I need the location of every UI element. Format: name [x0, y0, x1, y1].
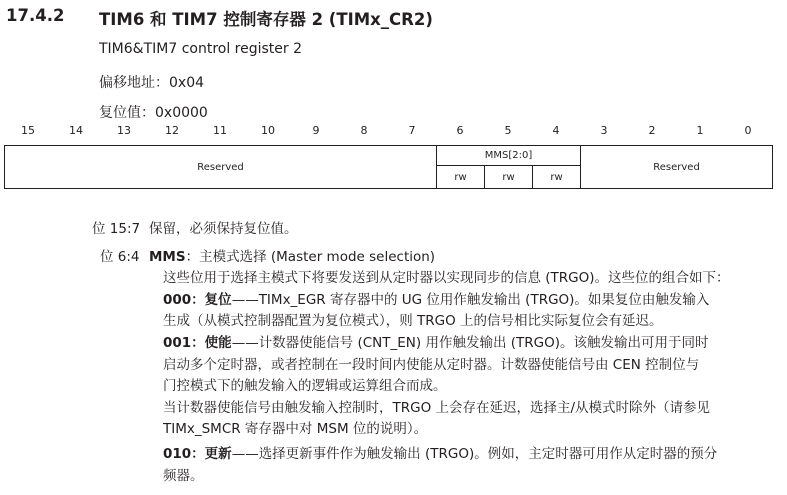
- mms-option-000-line2: 生成（从模式控制器配置为复位模式），则 TRGO 上的信号相比实际复位会有延迟。: [163, 313, 663, 329]
- mms-option-000-line1: [163, 290, 773, 312]
- bit-number: 1: [696, 124, 704, 137]
- mms-option-001-line3: 门控模式下的触发输入的逻辑或运算组合而成。: [163, 378, 447, 394]
- reserved-field-high: Reserved: [5, 146, 437, 189]
- bit-number: 0: [744, 124, 752, 137]
- bit-number: 3: [600, 124, 608, 137]
- bit-number-row: [4, 124, 772, 140]
- access-rw: rw: [533, 166, 581, 189]
- mms-option-000-code: 000：复位: [163, 291, 232, 308]
- register-name: TIM6&TIM7 control register 2: [99, 41, 303, 57]
- mms-option-010-code: 010：更新: [163, 446, 232, 462]
- bit-number: 8: [360, 124, 368, 137]
- register-offset: 偏移地址：0x04: [99, 75, 205, 91]
- bit-number: 6: [456, 124, 464, 137]
- mms-option-001: [163, 333, 773, 441]
- register-bitfield-table: [4, 145, 773, 189]
- bit-number: 15: [21, 124, 35, 137]
- section-number: 17.4.2: [6, 6, 65, 25]
- bit-number: 11: [213, 124, 227, 137]
- mms-option-001-note-line1: 当计数器使能信号由触发输入控制时，TRGO 上会存在延迟，选择主/从模式时除外（请参见: [163, 399, 711, 416]
- mms-intro: 这些位用于选择主模式下将要发送到从定时器以实现同步的信息 (TRGO)。这些位的组合如下：: [163, 270, 730, 286]
- bit-number: 5: [504, 124, 512, 137]
- bit-number: 13: [117, 124, 131, 137]
- mms-field-name: MMS: [149, 249, 186, 265]
- mms-option-010-line1: [163, 444, 773, 466]
- mms-description: [163, 268, 773, 333]
- mms-field: MMS[2:0]: [437, 146, 581, 166]
- mms-option-001-text: ——计数器使能信号 (CNT_EN) 用作触发输出 (TRGO)。该触发输出可用于同时: [231, 335, 709, 351]
- mms-option-001-note-line2: TIMx_SMCR 寄存器中对 MSM 位的说明）。: [163, 421, 428, 437]
- mms-option-010: [163, 444, 773, 487]
- bits-15-7-text: 保留，必须保持复位值。: [149, 221, 298, 237]
- section-title: TIM6 和 TIM7 控制寄存器 2 (TIMx_CR2): [99, 10, 433, 29]
- mms-option-001-line2: 启动多个定时器，或者控制在一段时间内使能从定时器。计数器使能信号由 CEN 控制位与: [163, 356, 700, 373]
- access-rw: rw: [437, 166, 485, 189]
- bit-number: 14: [69, 124, 83, 137]
- mms-option-001-line1: [163, 333, 773, 355]
- bit-number: 10: [261, 124, 275, 137]
- reserved-field-low: Reserved: [581, 146, 773, 189]
- register-reset-value: 复位值：0x0000: [99, 105, 208, 121]
- bit-number: 12: [165, 124, 179, 137]
- bits-6-4-heading: [149, 245, 435, 265]
- mms-option-001-code: 001：使能: [163, 335, 232, 351]
- mms-option-010-text: ——选择更新事件作为触发输出 (TRGO)。例如，主定时器可用作从定时器的预分: [231, 446, 718, 462]
- bits-6-4-label: 位 6:4: [100, 249, 140, 265]
- bit-number: 7: [408, 124, 416, 137]
- bits-15-7-label: 位 15:7: [92, 221, 141, 237]
- mms-option-000-text: ——TIMx_EGR 寄存器中的 UG 位用作触发输出 (TRGO)。如果复位由触发输入: [231, 291, 710, 308]
- bit-number: 9: [312, 124, 320, 137]
- mms-field-title: ：主模式选择 (Master mode selection): [185, 249, 436, 265]
- mms-option-010-line2: 频器。: [163, 467, 204, 484]
- access-rw: rw: [485, 166, 533, 189]
- bit-number: 2: [648, 124, 656, 137]
- bit-number: 4: [552, 124, 560, 137]
